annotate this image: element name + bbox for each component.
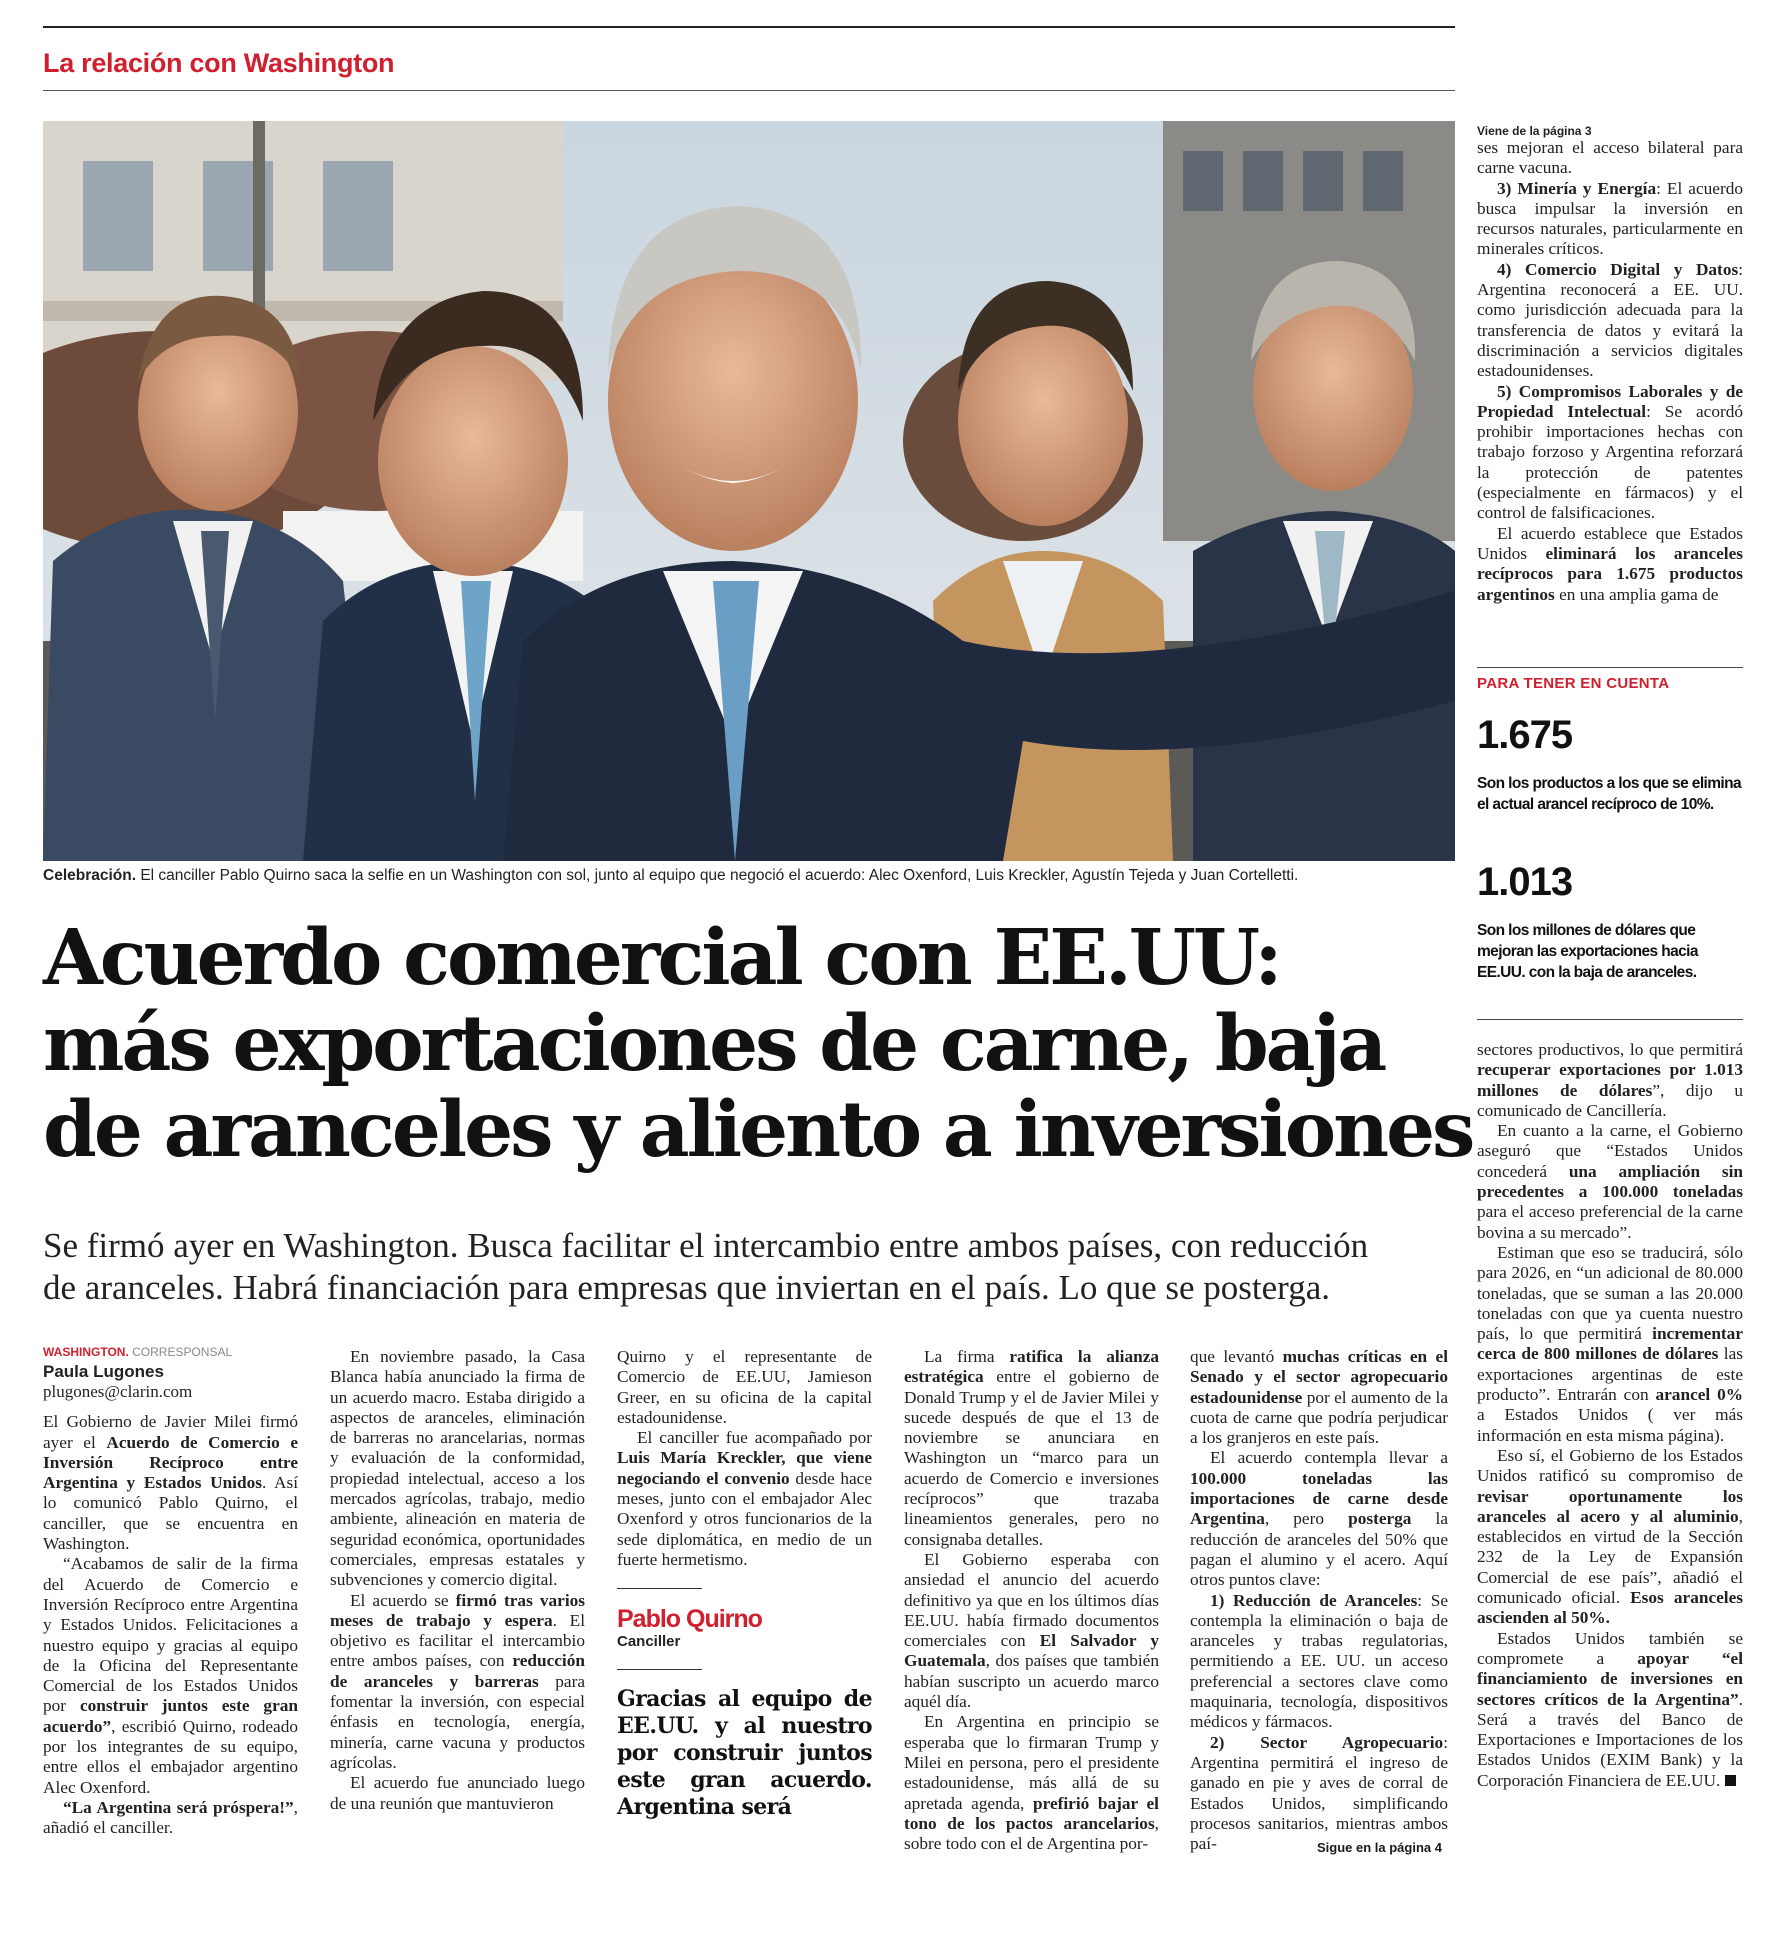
stat-1-number: 1.675	[1477, 713, 1573, 757]
quote-author: Pablo Quirno	[617, 1605, 762, 1634]
paragraph: ses mejoran el acceso bilateral para carne vacuna.	[1477, 138, 1743, 178]
sidebar-column-top	[1477, 124, 1743, 605]
stat-2-number: 1.013	[1477, 860, 1573, 904]
quote-rule	[617, 1669, 702, 1670]
caption-text: El canciller Pablo Quirno saca la selfie en un Washington con sol, junto al equipo que negoció el acuerdo: Alec Oxenford, Luis Kreckler, Agustín Tejeda y Juan Cortelletti.	[136, 867, 1299, 884]
deck	[43, 1225, 1463, 1309]
paragraph: Estados Unidos también se compromete a apoyar “el financiamiento de inversiones en sectores críticos de la Argentina”. Será a través del Banco de Exportaciones e Importaciones de los Estados Unidos (EXIM Bank) y la Corporación Financiera de EE.UU.	[1477, 1628, 1743, 1790]
paragraph: El acuerdo establece que Estados Unidos eliminará los aranceles recíprocos para 1.675 productos argentinos en una amplia gama de	[1477, 523, 1743, 604]
column-5	[1190, 1347, 1448, 1854]
paragraph: 2) Sector Agropecuario: Argentina permitirá el ingreso de ganado en pie y aves de corral de Estados Unidos, simplificando procesos sanitarios, mientras ambos paí-	[1190, 1732, 1448, 1854]
stat-2-description: Son los millones de dólares que mejoran las exportaciones hacia EE.UU. con la baja de aranceles.	[1477, 922, 1698, 981]
paragraph: “La Argentina será próspera!”, añadió el canciller.	[43, 1797, 298, 1838]
paragraph: Estiman que eso se traducirá, sólo para 2026, en “un adicional de 80.000 toneladas, que se suman a las 20.000 toneladas con que ya cuenta nuestro país, lo que permitirá incrementar cerca de 800 millones de dólares las exportaciones argentinas de este producto”. Entrarán con arancel 0% a Estados Unidos ( ver más información en esta misma página).	[1477, 1242, 1744, 1445]
continued-on-page: Sigue en la página 4	[1317, 1840, 1442, 1855]
caption-lead: Celebración.	[43, 867, 137, 884]
column-1	[43, 1342, 298, 1839]
paragraph: 5) Compromisos Laborales y de Propiedad Intelectual: Se acordó prohibir importaciones hechas con trabajo forzoso y Argentina reforzará la protección de patentes (especialmente en fármacos) y el control de falsificaciones.	[1477, 381, 1743, 523]
quote-role: Canciller	[617, 1633, 681, 1651]
fact-box-bottom-rule	[1477, 1019, 1743, 1020]
headline-line-2: más exportaciones de carne, baja	[43, 999, 1385, 1089]
stat-1-description: Son los productos a los que se elimina el actual arancel recíproco de 10%.	[1477, 775, 1742, 813]
headline	[43, 913, 1473, 1175]
deck-line-1: Se firmó ayer en Washington. Busca facilitar el intercambio entre ambos países, con reducción	[43, 1226, 1369, 1265]
column-3	[617, 1347, 872, 1821]
paragraph: “Acabamos de salir de la firma del Acuerdo de Comercio e Inversión Recíproco entre Argentina y Estados Unidos. Felicitaciones a nuestro equipo y gracias al equipo de la Oficina del Representante Comercial de los Estados Unidos por construir juntos este gran acuerdo”, escribió Quirno, rodeado por los integrantes de su equipo, entre ellos el embajador argentino Alec Oxenford.	[43, 1554, 298, 1797]
paragraph: En Argentina en principio se esperaba que lo firmaran Trump y Milei en persona, pero el presidente estadounidense, más allá de su apretada agenda, prefirió bajar el tono de los pactos arancelarios, sobre todo con el de Argentina por-	[904, 1712, 1159, 1854]
paragraph: El acuerdo contempla llevar a 100.000 toneladas las importaciones de carne desde Argentina, pero posterga la reducción de aranceles del 50% que pagan el alumino y el acero. Aquí otros puntos clave:	[1190, 1448, 1449, 1590]
column-2	[330, 1347, 585, 1814]
headline-line-3: de aranceles y aliento a inversiones	[43, 1085, 1473, 1175]
deck-line-2: de aranceles. Habrá financiación para empresas que inviertan en el país. Lo que se posterga.	[43, 1268, 1330, 1307]
byline-role: CORRESPONSAL	[128, 1345, 233, 1359]
paragraph: 4) Comercio Digital y Datos: Argentina reconocerá a EE. UU. como jurisdicción adecuada para la transferencia de datos y evitará la discriminación a servicios digitales estadounidenses.	[1477, 259, 1743, 381]
selfie-photo	[43, 121, 1455, 861]
photo-caption	[43, 867, 1455, 885]
section-title: La relación con Washington	[43, 48, 395, 78]
quote-rule	[617, 1588, 702, 1589]
top-rule	[43, 26, 1455, 28]
paragraph: La firma ratifica la alianza estratégica entre el gobierno de Donald Trump y el de Javier Milei y sucede después de que el 13 de noviembre se anunciara en Washington un “marco para un acuerdo de Comercio e inversiones recíprocos” que trazaba lineamientos generales, pero no consignaba detalles.	[904, 1347, 1160, 1549]
pull-quote: Gracias al equipo de EE.UU. y al nuestro por construir juntos este gran acuerdo. Argentina será	[617, 1686, 872, 1821]
paragraph: 1) Reducción de Aranceles: Se contempla la eliminación o baja de aranceles y trabas regulatorias, permitiendo a EE. UU. un acceso preferencial a sectores clave como maquinaria, tecnología, dispositivos médicos y fármacos.	[1190, 1590, 1449, 1732]
end-mark-icon	[1725, 1775, 1736, 1786]
paragraph: sectores productivos, lo que permitirá recuperar exportaciones por 1.013 millones de dólares”, dijo u comunicado de Cancillería.	[1477, 1040, 1743, 1120]
byline-name: Paula Lugones	[43, 1362, 164, 1382]
paragraph: El acuerdo fue anunciado luego de una reunión que mantuvieron	[330, 1773, 585, 1813]
paragraph: El Gobierno esperaba con ansiedad el anuncio del acuerdo definitivo ya que en los últimos días EE.UU. había firmado documentos comerciales con El Salvador y Guatemala, dos países que también habían suscripto un acuerdo marco aquél día.	[904, 1549, 1159, 1712]
paragraph: Quirno y el representante de Comercio de EE.UU, Jamieson Greer, en su oficina de la capital estadounidense.	[617, 1347, 872, 1427]
selfie-illustration	[43, 121, 1455, 861]
sidebar-column-bottom	[1477, 1040, 1743, 1791]
paragraph: En cuanto a la carne, el Gobierno aseguró que “Estados Unidos concederá una ampliación sin precedentes a 100.000 toneladas para el acceso preferencial de la carne bovina a su mercado”.	[1477, 1121, 1743, 1242]
paragraph: Eso sí, el Gobierno de los Estados Unidos ratificó su compromiso de revisar oportunamente los aranceles al acero y al aluminio, establecidos en virtud de la Sección 232 de la Ley de Expansión Comercial de ese país”, añadió el comunicado oficial. Esos aranceles ascienden al 50%.	[1477, 1445, 1743, 1628]
fact-box-rule	[1477, 667, 1743, 668]
continued-from-page: Viene de la página 3	[1477, 124, 1592, 138]
column-4	[904, 1347, 1159, 1854]
headline-line-1: Acuerdo comercial con EE.UU:	[43, 913, 1280, 1003]
paragraph: El Gobierno de Javier Milei firmó ayer el Acuerdo de Comercio e Inversión Recíproco entre Argentina y Estados Unidos. Así lo comunicó Pablo Quirno, el canciller, que se encuentra en Washington.	[43, 1412, 298, 1554]
byline-email[interactable]: plugones@clarin.com	[43, 1382, 193, 1402]
paragraph: que levantó muchas críticas en el Senado y el sector agropecuario estadounidense por el aumento de la cuota de carne que podría perjudicar a los granjeros en este país.	[1190, 1347, 1448, 1448]
section-rule	[43, 90, 1455, 91]
paragraph: En noviembre pasado, la Casa Blanca había anunciado la firma de un acuerdo macro. Estaba dirigido a aspectos de aranceles, eliminación de barreras no arancelarias, normas y evaluación de la conformidad, propiedad intelectual, acceso a los mercados agrícolas, trabajo, medio ambiente, alineación en materia de seguridad económica, oportunidades comerciales, empresas estatales y subvenciones y comercio digital.	[330, 1347, 585, 1590]
paragraph: El acuerdo se firmó tras varios meses de trabajo y espera. El objetivo es facilitar el intercambio entre ambos países, con reducción de aranceles y barreras para fomentar la inversión, con especial énfasis en tecnología, energía, minería, carne vacuna y productos agrícolas.	[330, 1590, 586, 1772]
byline-location: WASHINGTON. CORRESPONSAL	[43, 1345, 233, 1359]
paragraph: 3) Minería y Energía: El acuerdo busca impulsar la inversión en recursos naturales, particularmente en minerales críticos.	[1477, 178, 1743, 259]
fact-box-title: PARA TENER EN CUENTA	[1477, 675, 1670, 692]
paragraph: El canciller fue acompañado por Luis María Kreckler, que viene negociando el convenio desde hace meses, junto con el embajador Alec Oxenford y otros funcionarios de la sede diplomática, en medio de un fuerte hermetismo.	[617, 1428, 873, 1569]
